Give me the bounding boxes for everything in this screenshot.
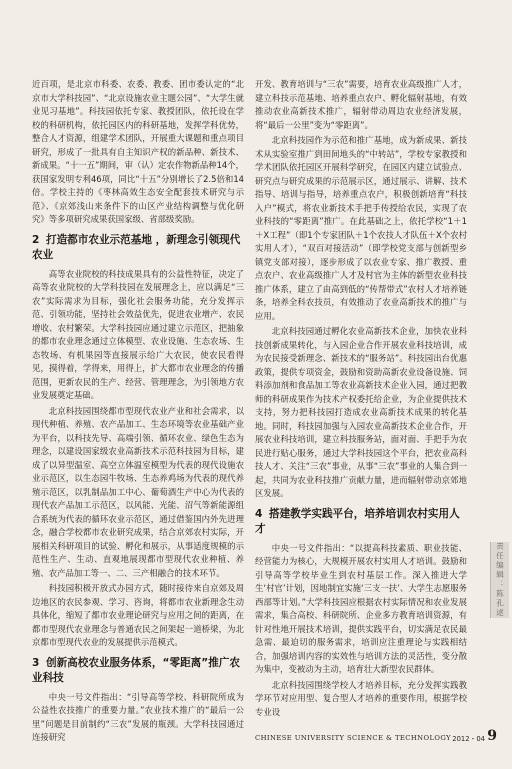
section-number: 2 [32,233,40,246]
section-heading-4 [255,507,467,537]
body-paragraph: 北京科技园围绕都市型现代农业产业和社会需求，以现代种植、养殖、农产品加工、生态环境等农业基础产业为平台，以科技先导、高端引领、循环农业、绿色生态为理念，以建设国家级农业高新技术示范科技园为目标，建成了以异型温室、高空立体温室模型为代表的现代设施农业示范区，以生态园牛牧场、生态养鸡场为代表的现代养殖示范区，以乳制品加工中心、葡萄酒生产中心为代表的现代农产品加工示范区，以风能、光能、沼气等新能源组合系统为代表的循环农业示范区，通过借鉴国内外先进理念，融合学校都市农业研究成果，结合京郊农村实际，开展相关科研项目的试验、孵化和展示，从事适度规模的示范性生产、生动、直观地展现都市型现代农业种植、养殖、农产品加工等一、二、三产相融合的技术环节。 [32,405,244,578]
editor-side-tab [490,542,509,618]
section-number: 3 [32,656,40,669]
body-paragraph: 中央一号文件指出：“引导高等学校、科研院所成为公益性农技推广的重要力量。”农业技术推广的“最后一公里”问题是目前制约“三农”发展的瓶颈。大学科技园通过连接研究 [32,691,244,742]
editor-credit: 责任编辑：陈孔逑 [495,542,505,618]
section-title: 打造都市农业示范基地 ，新理念引领现代农业 [32,233,241,261]
section-heading-3 [32,656,244,686]
body-paragraph: 高等农业院校的科技成果具有的公益性特征，决定了高等农业院校的大学科技园在发展理念上，应以满足“三农”实际需求为目标，强化社会服务功能，充分发挥示范、引领功能，坚持社会效益优先，促进农业增产、农民增收、农村繁荣。大学科技园应通过建立示范区，把抽象的都市农业理念通过立体模型、农业设施、生态农场、生态牧场、有机果园等直接展示给广大农民，使农民看得见，摸得着，学得来，用得上，扩大都市农业理念的传播范围，更新农民的生产、经营、管理理念，为引领地方农业发展奠定基础。 [32,268,244,400]
issue-number: 2012・04 [452,735,485,743]
section-title: 搭建教学实践平台，培养培训农村实用人才 [255,507,460,535]
body-paragraph: 科技园积极开放式办园方式，随时接待来自京郊及周边地区的农民参观、学习、咨询，将都市农业新理念生动具体化，缩短了都市农业理论研究与应用之间的距离，在都市型现代农业理念与普通农民之间架起一道桥梁，为北京都市型现代农业的发展提供示范模式。 [32,583,244,647]
body-paragraph: 近百项，是北京市科委、农委、教委、团市委认定的“北京市大学科技园”、“北京设施农业主题公园”、“大学生就业见习基地”。科技园依托专家、教授团队，依托设在学校的科研机构，依托园区内的科研基地，发挥学科优势，整合人才资源，组建学术团队，开展重大课题和重点项目研究，形成了一批具有自主知识产权的新品种、新技术、新成果。“十一五”期间，审（认）定农作物新品种14个，获国家发明专利46项，同比“十五”分别增长了2.5倍和14倍。学校主持的《枣林高效生态安全配套技术研究与示范》、《京郊浅山来条件下的山区产业结构调整与优化研究》等多项研究成果获国家级、省部级奖励。 [32,79,244,224]
right-column [255,78,467,721]
body-paragraph: 北京科技园围绕学校人才培养目标，充分发挥实践教学环节对应用型、复合型人才培养的重要作用，根据学校专业设 [255,679,467,717]
left-column [32,78,244,747]
section-number: 4 [255,507,263,520]
section-title: 创新高校农业服务体系，“零距离”推广农业科技 [32,656,241,684]
page-footer [255,728,497,744]
body-paragraph: 北京科技园作为示范和推广基地，成为新成果、新技术从实验室推广到田间地头的“中转站”，学校专家教授和学术团队依托园区开展科学研究，在园区内建立试验点、研究点与研究成果的示范展示区，通过展示、讲解、技术指导、培训与指导，培养重点农户，积极创新培育“科技入户”模式，将农业新技术手把手传授给农民，实现了农业科技的“零距离”推广。在此基础之上，依托学校“1＋1＋X工程”（即1个专家团队＋1个农技人才队伍＋X个农村实用人才），“双百对接活动”（即学校党支部与创新型乡镇党支部对接），逐步形成了以农业专家、推广教授、重点农户、农业高级推广人才及村官为主体的新型农业科技推广体系，建立了由高到低的“传帮带式”农村人才培养链条，培养全科农技员，有效推动了农业高新技术的推广与应用。 [255,135,467,321]
page-number: 9 [487,728,497,744]
body-paragraph: 开发、教育培训与“三农”需要，培育农业高级推广人才，建立科技示范基地、培养重点农户、孵化辐射基地，有效推动农业高新技术推广，辐射带动周边农业经济发展，将“最后一公里”变为“零距离”。 [255,79,467,130]
journal-name: CHINESE UNIVERSITY SCIENCE & TECHNOLOGY [255,734,451,742]
body-paragraph: 中央一号文件指出：“以提高科技素质、职业技能、经营能力为核心，大规模开展农村实用人才培训。鼓励和引导高等学校毕业生到农村基层工作。深入推进大学生‘村官’计划，因地制宜实施‘三支一扶’、大学生志愿服务西部等计划。”大学科技园应根据农村实际情况和农业发展需求，集合高校、科研院所、企业多方教育培训资源，有针对性地开展技术培训，提供实践平台，切实满足农民最急需、最迫切的服务需求，培训应注重理论与实践相结合，加强培训内容的实效性与培训方法的灵活性，变分散为集中，变被动为主动，培育壮大新型农民群体。 [255,542,467,674]
body-paragraph: 北京科技园通过孵化农业高新技术企业，加快农业科技创新成果转化，与入园企业合作开展农业科技培训，成为农民接受新理念、新技术的“服务站”。科技园出台优惠政策，提供专项资金，鼓励和资助高新农业设备设施、饲料添加剂和食品加工等农业高新技术企业入园，通过把教师的科研成果作为技术产权委托给企业，为企业提供技术支持，努力把科技园打造成农业高新技术成果的转化基地。同时，科技园加强与入园农业高新技术企业合作，开展农业科技培训，建立科技服务站，面对面、手把手为农民进行贴心服务，通过大学科技园这个平台，把农业高科技人才、关注“三农”事业，从事“三农”事业的人集合到一起，共同为农业科技推广贡献力量，进而辐射带动京郊地区发展。 [255,326,467,498]
section-heading-2 [32,233,244,263]
